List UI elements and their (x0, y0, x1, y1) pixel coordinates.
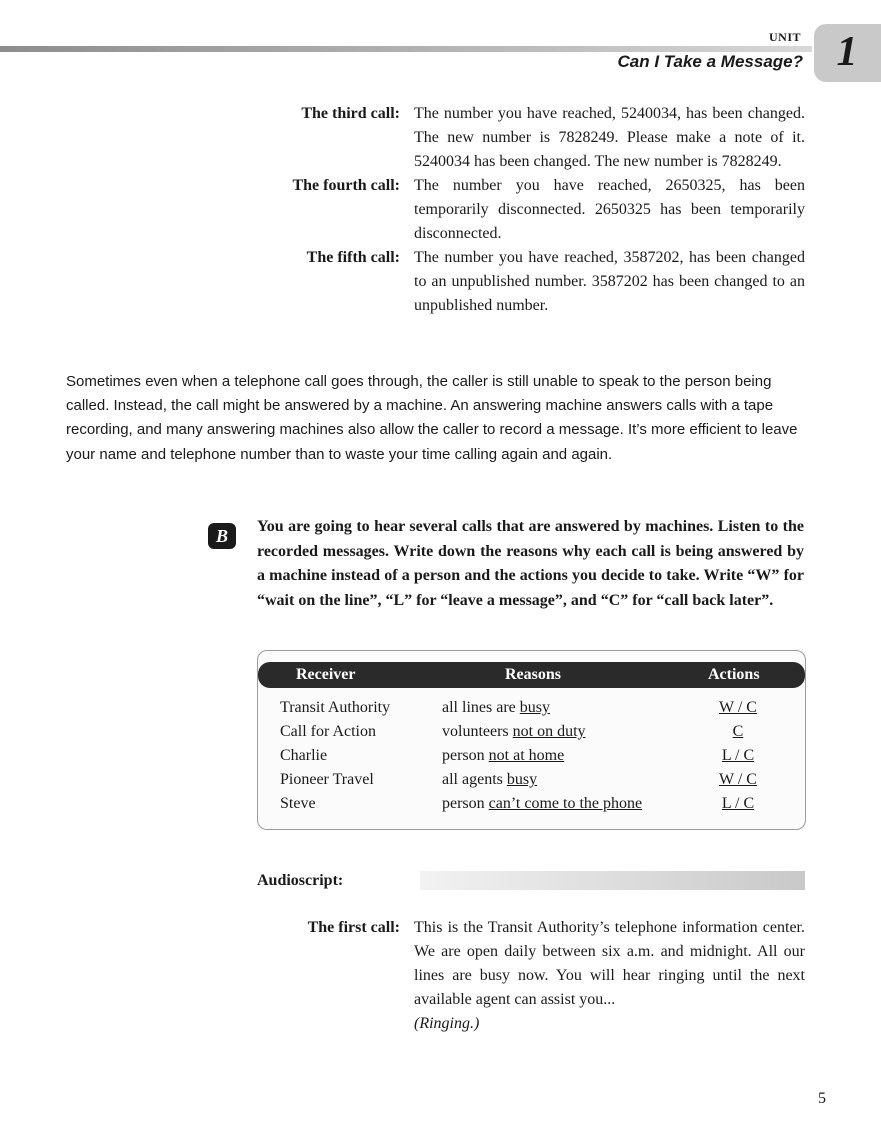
header-reasons: Reasons (505, 666, 562, 683)
call-third (240, 102, 805, 174)
cell-receiver: Transit Authority (280, 699, 391, 716)
call-text: The number you have reached, 3587202, has been changed to an unpublished number. 3587202 has been changed to an unpublished number. (414, 249, 805, 314)
call-fifth (240, 246, 805, 318)
call-text: The number you have reached, 2650325, has been temporarily disconnected. 2650325 has been temporarily disconnected. (414, 177, 805, 242)
table-row (258, 744, 805, 768)
call-fourth (240, 174, 805, 246)
reason-text: volunteers (442, 723, 513, 740)
cell-reason (442, 792, 642, 816)
cell-reason (442, 720, 586, 744)
reason-answer: busy (506, 771, 538, 788)
cell-reason (442, 744, 564, 768)
cell-action: L / C (721, 747, 755, 764)
audioscript-label: Audioscript: (257, 872, 344, 889)
call-first (240, 916, 805, 1036)
cell-action: C (732, 723, 744, 740)
reason-answer: not on duty (512, 723, 586, 740)
cell-receiver: Pioneer Travel (280, 771, 374, 788)
call-label: The fourth call: (292, 177, 400, 194)
cell-receiver: Steve (280, 795, 316, 812)
reason-text: all agents (442, 771, 507, 788)
exercise-badge: B (208, 523, 236, 549)
calls-list (240, 102, 805, 318)
cell-receiver: Call for Action (280, 723, 376, 740)
call-label: The first call: (307, 919, 400, 936)
cell-action: L / C (721, 795, 755, 812)
reason-text: person (442, 795, 489, 812)
table-row (258, 768, 805, 792)
reason-answer: busy (519, 699, 550, 716)
table-row (258, 792, 805, 816)
cell-reason (442, 768, 537, 792)
cell-action: W / C (719, 699, 757, 716)
page-number: 5 (818, 1090, 826, 1107)
exercise-instruction: You are going to hear several calls that are answered by machines. Listen to the recorded messages. Write down the reasons why each call is being answered by a machine instead of a person and the actions you decide to take. Write “W” for “wait on the line”, “L” for “leave a message”, and “C” for “call back later”. (257, 518, 804, 609)
call-label: The fifth call: (306, 249, 400, 266)
audioscript-bar (420, 871, 805, 890)
answers-table (257, 650, 806, 830)
header-actions: Actions (708, 666, 760, 683)
table-row (258, 696, 805, 720)
reason-answer: not at home (488, 747, 565, 764)
call-text (414, 916, 805, 1036)
first-call-text: This is the Transit Authority’s telephone information center. We are open daily between six a.m. and midnight. All our lines are busy now. You will hear ringing until the next available agent can assist you... (414, 919, 805, 1008)
first-call-note: (Ringing.) (414, 1015, 480, 1032)
header-receiver: Receiver (296, 666, 356, 683)
table-row (258, 720, 805, 744)
intro-paragraph: Sometimes even when a telephone call goes through, the caller is still unable to speak to the person being called. Instead, the call might be answered by a machine. An answering machine answers calls with a tape recording, and many answering machines also allow the caller to record a message. It’s more efficient to leave your name and telephone number than to waste your time calling again and again. (66, 373, 798, 463)
reason-answer: can’t come to the phone (488, 795, 643, 812)
reason-text: person (442, 747, 489, 764)
table-header (258, 662, 805, 688)
call-text: The number you have reached, 5240034, has been changed. The new number is 7828249. Please make a note of it. 5240034 has been changed. The new number is 7828249. (414, 105, 805, 170)
unit-subtitle: Can I Take a Message? (617, 52, 803, 71)
cell-receiver: Charlie (280, 747, 328, 764)
unit-number: 1 (836, 29, 858, 75)
call-label: The third call: (301, 105, 400, 122)
cell-action: W / C (719, 771, 757, 788)
reason-text: all lines are (442, 699, 520, 716)
unit-label: UNIT (768, 30, 801, 44)
cell-reason (442, 696, 550, 720)
